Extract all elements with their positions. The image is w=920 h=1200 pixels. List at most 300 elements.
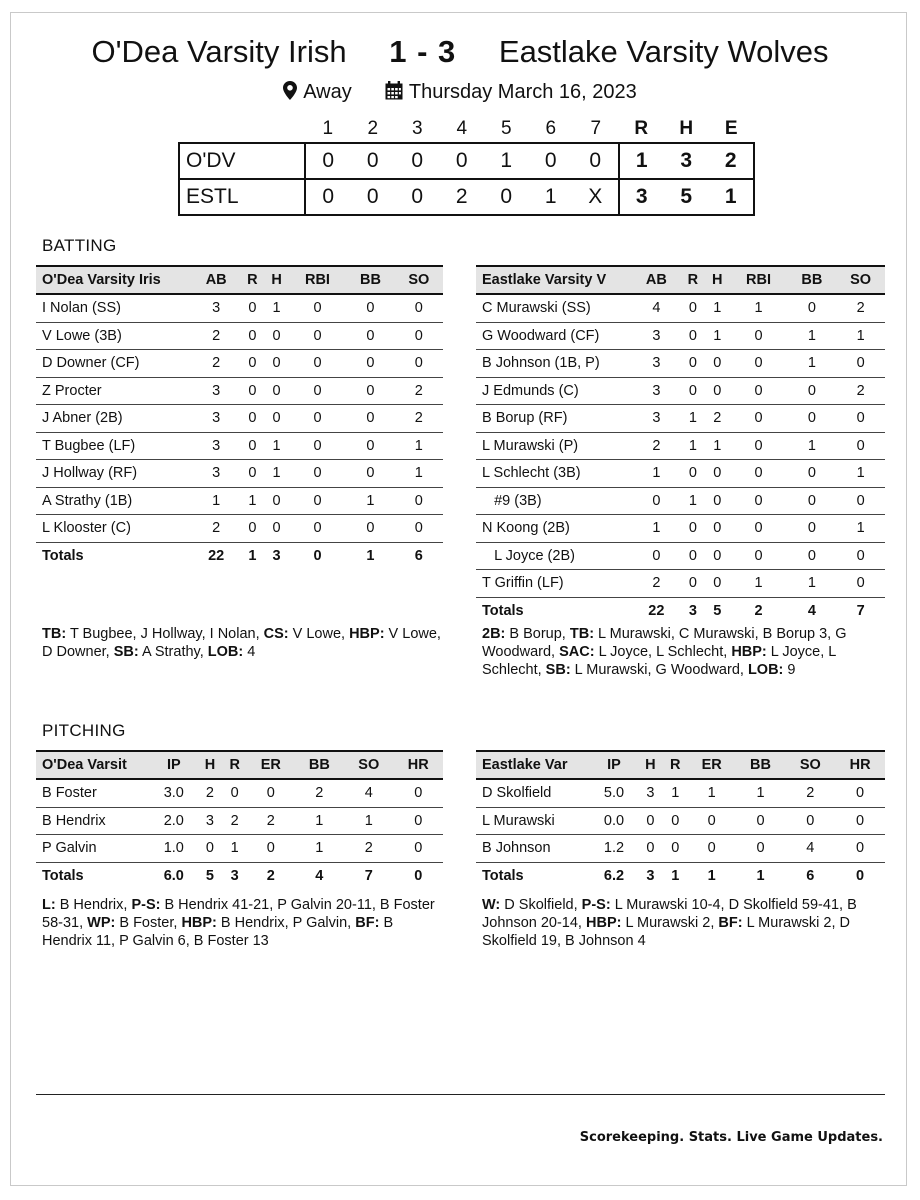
stat-cell: 2 (632, 570, 681, 598)
player-name: Z Procter (36, 377, 192, 405)
stat-cell: 0 (346, 322, 394, 350)
stat-cell: 0 (788, 515, 837, 543)
inning-header: 3 (411, 118, 423, 139)
batting-notes-away (482, 625, 862, 679)
stat-cell: 1 (688, 779, 736, 807)
stat-cell: 0 (265, 487, 289, 515)
totals-cell: 3 (265, 542, 289, 569)
stat-cell: 0 (788, 294, 837, 322)
note-key: SAC: (559, 644, 595, 660)
stat-cell: 3 (192, 432, 240, 460)
stat-cell: 0 (663, 835, 688, 863)
stat-cell: 1 (265, 294, 289, 322)
stat-cell: 3.0 (150, 779, 198, 807)
totals-row (476, 597, 885, 624)
stat-cell: 2 (395, 377, 443, 405)
line-score-table (178, 116, 755, 216)
stat-cell: 0 (705, 377, 729, 405)
location-text: Away (303, 81, 352, 103)
stat-cell: 2 (344, 835, 393, 863)
inning-score: 1 (484, 143, 529, 179)
pitching-table-home (36, 750, 443, 889)
stat-cell: 0 (265, 350, 289, 378)
table-row (476, 405, 885, 433)
stat-cell: 2 (192, 350, 240, 378)
table-row (36, 350, 443, 378)
stat-cell: 0 (705, 460, 729, 488)
totals-cell: 0 (289, 542, 347, 569)
stat-cell: 0 (394, 807, 444, 835)
inning-score: 0 (573, 143, 619, 179)
stat-cell: 5.0 (590, 779, 638, 807)
inning-score: 2 (440, 179, 485, 215)
stat-cell: 0 (638, 807, 663, 835)
stat-cell: 0 (240, 350, 264, 378)
player-name: D Downer (CF) (36, 350, 192, 378)
stat-cell: 2 (395, 405, 443, 433)
stat-cell: 0 (729, 350, 787, 378)
stat-cell: 0 (681, 294, 705, 322)
stat-cell: 2 (836, 294, 885, 322)
column-header: ER (688, 751, 736, 779)
inning-score: X (573, 179, 619, 215)
stat-cell: 0 (240, 432, 264, 460)
stat-cell: 0 (729, 432, 787, 460)
note-value: L Joyce, L Schlecht, (482, 644, 836, 678)
stat-cell: 1 (836, 460, 885, 488)
stat-cell: 1 (788, 432, 837, 460)
column-header: AB (192, 266, 240, 294)
stat-cell: 0 (705, 570, 729, 598)
stat-cell: 1 (788, 350, 837, 378)
stat-cell: 0 (835, 835, 885, 863)
totals-cell: 6.0 (150, 862, 198, 889)
totals-cell: 1 (240, 542, 264, 569)
stat-cell: 0 (836, 487, 885, 515)
note-key: TB: (42, 626, 67, 642)
pitching-section-title: PITCHING (42, 721, 126, 740)
team-header: Eastlake Var (476, 751, 590, 779)
stat-cell: 0 (198, 835, 223, 863)
final-score: 1 - 3 (389, 34, 457, 69)
pitching-notes-home (42, 896, 447, 950)
stat-cell: 2 (192, 322, 240, 350)
stat-cell: 0 (729, 515, 787, 543)
calendar-icon (385, 81, 403, 106)
table-row (476, 570, 885, 598)
stat-cell: 1 (788, 322, 837, 350)
player-name: L Murawski (476, 807, 590, 835)
stat-cell: 1 (681, 432, 705, 460)
inning-score: 0 (529, 143, 574, 179)
pitching-table-away (476, 750, 885, 889)
stat-cell: 1 (295, 807, 344, 835)
stat-cell: 0 (681, 460, 705, 488)
player-name: L Schlecht (3B) (476, 460, 632, 488)
stat-cell: 0 (785, 807, 835, 835)
note-value: 4 (243, 644, 256, 660)
stat-cell: 2 (705, 405, 729, 433)
player-name: J Abner (2B) (36, 405, 192, 433)
stat-cell: 0 (289, 487, 347, 515)
note-value: L Joyce, L Schlecht, (594, 644, 732, 660)
stat-cell: 1 (729, 294, 787, 322)
stat-cell: 0 (394, 835, 444, 863)
stat-cell: 0 (395, 294, 443, 322)
stat-cell: 3 (192, 460, 240, 488)
home-team-name: O'Dea Varsity Irish (91, 34, 347, 69)
note-value: V Lowe, D Downer, (42, 626, 441, 660)
totals-cell: 0 (394, 862, 444, 889)
column-header: H (198, 751, 223, 779)
stat-cell: 0 (289, 460, 347, 488)
stat-cell: 0 (638, 835, 663, 863)
column-header: BB (295, 751, 344, 779)
stat-cell: 2 (198, 779, 223, 807)
stat-cell: 0 (835, 807, 885, 835)
player-name: G Woodward (CF) (476, 322, 632, 350)
note-key: HBP: (731, 644, 767, 660)
stat-cell: 2 (222, 807, 247, 835)
column-header: R (663, 751, 688, 779)
player-name: T Bugbee (LF) (36, 432, 192, 460)
footer-divider (36, 1094, 885, 1095)
stat-cell: 1 (346, 487, 394, 515)
note-value: B Borup, (505, 626, 570, 642)
stat-cell: 0 (688, 807, 736, 835)
stat-cell: 0 (705, 515, 729, 543)
stat-cell: 0 (395, 487, 443, 515)
note-key: HBP: (586, 915, 622, 931)
stat-cell: 0 (736, 807, 786, 835)
table-row (476, 835, 885, 863)
table-row (36, 377, 443, 405)
table-row (476, 487, 885, 515)
note-key: HBP: (349, 626, 385, 642)
column-header: BB (346, 266, 394, 294)
totals-cell: 6.2 (590, 862, 638, 889)
stat-cell: 1 (729, 570, 787, 598)
note-value: B Hendrix, P Galvin, (216, 915, 356, 931)
player-name: D Skolfield (476, 779, 590, 807)
inning-header: 6 (545, 118, 557, 139)
player-name: B Johnson (1B, P) (476, 350, 632, 378)
totals-cell: 3 (638, 862, 663, 889)
stats-header-row (476, 266, 885, 294)
table-row (476, 460, 885, 488)
pitching-notes-away (482, 896, 867, 950)
note-key: WP: (87, 915, 116, 931)
stat-cell: 0 (681, 542, 705, 570)
stat-cell: 0 (705, 542, 729, 570)
player-name: L Joyce (2B) (476, 542, 632, 570)
stat-cell: 3 (632, 322, 681, 350)
inning-score: 0 (351, 179, 396, 215)
away-team-name: Eastlake Varsity Wolves (498, 34, 829, 69)
rhe-header: H (679, 118, 694, 139)
stat-cell: 0 (346, 432, 394, 460)
stat-cell: 1 (222, 835, 247, 863)
stat-cell: 0 (836, 432, 885, 460)
table-row (36, 460, 443, 488)
stat-cell: 3 (192, 405, 240, 433)
totals-cell: 7 (344, 862, 393, 889)
rhe-value: 3 (619, 179, 665, 215)
stat-cell: 0 (681, 322, 705, 350)
note-value: B Hendrix 11, P Galvin 6, B Foster 13 (42, 915, 394, 949)
note-key: L: (42, 897, 56, 913)
stat-cell: 0 (346, 460, 394, 488)
stat-cell: 1 (788, 570, 837, 598)
player-name: L Murawski (P) (476, 432, 632, 460)
note-value: V Lowe, (288, 626, 350, 642)
inning-score: 0 (484, 179, 529, 215)
stat-cell: 0 (265, 322, 289, 350)
note-value: L Murawski 2, D Skolfield 19, B Johnson 4 (482, 915, 851, 949)
column-header: AB (632, 266, 681, 294)
stat-cell: 2 (247, 807, 295, 835)
stat-cell: 1 (395, 460, 443, 488)
player-name: #9 (3B) (476, 487, 632, 515)
note-key: BF: (355, 915, 380, 931)
team-abbr: ESTL (179, 179, 305, 215)
stat-cell: 0 (632, 487, 681, 515)
stat-cell: 1 (736, 779, 786, 807)
table-row (476, 377, 885, 405)
note-value: B Hendrix 41-21, P Galvin 20-11, B Foster 58-31, (42, 897, 435, 931)
player-name: T Griffin (LF) (476, 570, 632, 598)
game-title (0, 34, 920, 70)
table-row (476, 322, 885, 350)
stat-cell: 1 (632, 460, 681, 488)
stat-cell: 0 (681, 350, 705, 378)
stat-cell: 0 (729, 377, 787, 405)
table-row (36, 515, 443, 543)
table-row (476, 779, 885, 807)
totals-cell: 6 (785, 862, 835, 889)
date-text: Thursday March 16, 2023 (408, 81, 637, 103)
column-header: BB (788, 266, 837, 294)
line-score-row (179, 143, 754, 179)
stat-cell: 1 (395, 432, 443, 460)
column-header: IP (590, 751, 638, 779)
team-header: Eastlake Varsity V (476, 266, 632, 294)
stat-cell: 1 (344, 807, 393, 835)
table-row (476, 515, 885, 543)
player-name: L Klooster (C) (36, 515, 192, 543)
player-name: J Edmunds (C) (476, 377, 632, 405)
totals-cell: 1 (663, 862, 688, 889)
totals-cell: 0 (835, 862, 885, 889)
inning-score: 0 (305, 179, 351, 215)
totals-label: Totals (36, 542, 192, 569)
column-header: H (265, 266, 289, 294)
stat-cell: 0 (289, 405, 347, 433)
player-name: I Nolan (SS) (36, 294, 192, 322)
stat-cell: 3 (632, 377, 681, 405)
stat-cell: 0 (289, 294, 347, 322)
totals-cell: 5 (705, 597, 729, 624)
inning-score: 1 (529, 179, 574, 215)
note-key: HBP: (181, 915, 217, 931)
stat-cell: 0 (265, 405, 289, 433)
inning-score: 0 (351, 143, 396, 179)
table-row (36, 807, 443, 835)
note-value: L Murawski 10-4, D Skolfield 59-41, B Johnson 20-14, (482, 897, 857, 931)
stat-cell: 0 (729, 405, 787, 433)
batting-notes-home (42, 625, 447, 661)
stat-cell: 1 (295, 835, 344, 863)
totals-cell: 1 (688, 862, 736, 889)
column-header: H (638, 751, 663, 779)
stat-cell: 1 (192, 487, 240, 515)
player-name: J Hollway (RF) (36, 460, 192, 488)
note-value: L Murawski, G Woodward, (570, 662, 748, 678)
stat-cell: 2 (295, 779, 344, 807)
map-pin-icon (283, 81, 297, 106)
table-row (36, 322, 443, 350)
column-header: SO (395, 266, 443, 294)
player-name: B Borup (RF) (476, 405, 632, 433)
stat-cell: 0 (836, 350, 885, 378)
column-header: HR (394, 751, 444, 779)
column-header: IP (150, 751, 198, 779)
totals-cell: 7 (836, 597, 885, 624)
stat-cell: 1 (836, 322, 885, 350)
totals-cell: 1 (346, 542, 394, 569)
player-name: V Lowe (3B) (36, 322, 192, 350)
totals-label: Totals (36, 862, 150, 889)
stat-cell: 0.0 (590, 807, 638, 835)
stat-cell: 1 (265, 432, 289, 460)
player-name: B Foster (36, 779, 150, 807)
player-name: A Strathy (1B) (36, 487, 192, 515)
note-value: 9 (783, 662, 796, 678)
column-header: BB (736, 751, 786, 779)
stat-cell: 0 (289, 377, 347, 405)
column-header: R (222, 751, 247, 779)
totals-cell: 22 (632, 597, 681, 624)
note-key: TB: (569, 626, 595, 642)
column-header: ER (247, 751, 295, 779)
stat-cell: 0 (240, 294, 264, 322)
table-row (36, 835, 443, 863)
totals-row (36, 862, 443, 889)
table-row (36, 294, 443, 322)
inning-score: 0 (305, 143, 351, 179)
rhe-header: R (634, 118, 649, 139)
column-header: H (705, 266, 729, 294)
stat-cell: 0 (836, 405, 885, 433)
totals-cell: 4 (788, 597, 837, 624)
table-row (476, 807, 885, 835)
totals-cell: 6 (395, 542, 443, 569)
stat-cell: 1 (705, 432, 729, 460)
stat-cell: 0 (240, 405, 264, 433)
rhe-value: 5 (664, 179, 709, 215)
stat-cell: 0 (395, 322, 443, 350)
stat-cell: 0 (729, 322, 787, 350)
table-row (476, 542, 885, 570)
stat-cell: 2 (632, 432, 681, 460)
stat-cell: 0 (222, 779, 247, 807)
stats-header-row (476, 751, 885, 779)
batting-section-title: BATTING (42, 236, 117, 255)
stat-cell: 0 (663, 807, 688, 835)
inning-score: 0 (395, 143, 440, 179)
stats-header-row (36, 266, 443, 294)
stat-cell: 4 (785, 835, 835, 863)
note-value: A Strathy, (138, 644, 208, 660)
stat-cell: 0 (681, 377, 705, 405)
rhe-value: 1 (619, 143, 665, 179)
stat-cell: 0 (240, 460, 264, 488)
stat-cell: 3 (198, 807, 223, 835)
stat-cell: 0 (289, 432, 347, 460)
stat-cell: 0 (788, 405, 837, 433)
player-name: C Murawski (SS) (476, 294, 632, 322)
stat-cell: 0 (788, 487, 837, 515)
stat-cell: 3 (192, 294, 240, 322)
team-abbr: O'DV (179, 143, 305, 179)
note-value: B Hendrix, (55, 897, 132, 913)
column-header: HR (835, 751, 885, 779)
stat-cell: 0 (289, 515, 347, 543)
totals-label: Totals (476, 597, 632, 624)
stat-cell: 0 (632, 542, 681, 570)
stat-cell: 3 (632, 350, 681, 378)
table-row (36, 487, 443, 515)
stat-cell: 0 (788, 460, 837, 488)
column-header: RBI (729, 266, 787, 294)
stat-cell: 0 (788, 377, 837, 405)
stat-cell: 0 (395, 515, 443, 543)
player-name: B Hendrix (36, 807, 150, 835)
stat-cell: 0 (729, 542, 787, 570)
stat-cell: 4 (344, 779, 393, 807)
rhe-value: 3 (664, 143, 709, 179)
stat-cell: 1 (705, 322, 729, 350)
inning-header: 4 (456, 118, 468, 139)
table-row (476, 432, 885, 460)
footer-tagline: Scorekeeping. Stats. Live Game Updates. (579, 1130, 883, 1145)
column-header: SO (785, 751, 835, 779)
stat-cell: 3 (632, 405, 681, 433)
note-value: L Murawski 2, (621, 915, 719, 931)
note-value: L Murawski, C Murawski, B Borup 3, G Woodward, (482, 626, 847, 660)
stats-header-row (36, 751, 443, 779)
stat-cell: 1 (663, 779, 688, 807)
stat-cell: 1 (681, 405, 705, 433)
stat-cell: 1.0 (150, 835, 198, 863)
stat-cell: 0 (265, 515, 289, 543)
column-header: SO (344, 751, 393, 779)
column-header: R (240, 266, 264, 294)
player-name: N Koong (2B) (476, 515, 632, 543)
inning-header: 2 (367, 118, 379, 139)
team-header: O'Dea Varsity Iris (36, 266, 192, 294)
batting-table-away (476, 265, 885, 624)
stat-cell: 0 (346, 350, 394, 378)
batting-table-home (36, 265, 443, 569)
column-header: SO (836, 266, 885, 294)
stat-cell: 0 (395, 350, 443, 378)
stat-cell: 0 (247, 779, 295, 807)
note-key: SB: (113, 644, 139, 660)
stat-cell: 0 (788, 542, 837, 570)
table-row (36, 779, 443, 807)
rhe-header: E (724, 118, 738, 139)
